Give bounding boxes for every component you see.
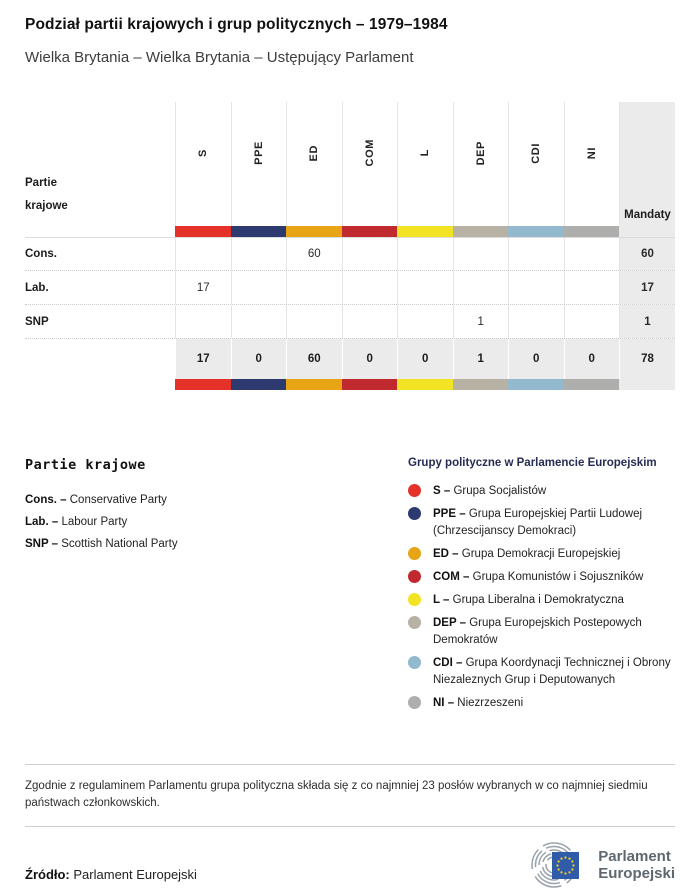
color-swatch-ppe: [231, 379, 287, 390]
group-dot-cdi-icon: [408, 656, 421, 669]
cell-value: [342, 305, 398, 338]
legends-section: [25, 457, 675, 718]
color-swatch-s: [175, 226, 231, 237]
table-header-row: [25, 102, 675, 226]
cell-value: [564, 238, 620, 270]
cell-value: 17: [175, 271, 231, 304]
legend-national-parties: [25, 457, 408, 718]
seats-table: [25, 102, 675, 390]
cell-value: [231, 305, 287, 338]
page-title: Podział partii krajowych i grup politycznych – 1979–1984: [25, 16, 448, 33]
column-header-s: S: [175, 102, 231, 226]
legend-item: DEP – Grupa Europejskich Postepowych Demokratów: [408, 615, 675, 649]
group-dot-ppe-icon: [408, 507, 421, 520]
row-total: 60: [619, 238, 675, 270]
color-swatch-com: [342, 226, 398, 237]
cell-value: [564, 271, 620, 304]
total-value: 0: [508, 339, 564, 379]
cell-value: [342, 238, 398, 270]
table-row: [25, 237, 675, 271]
total-value: 0: [397, 339, 453, 379]
color-swatch-cdi: [508, 379, 564, 390]
color-swatch-ed: [286, 379, 342, 390]
color-swatch-ni: [564, 226, 620, 237]
hemicycle-flag-icon: [520, 839, 592, 891]
total-value: 0: [342, 339, 398, 379]
cell-value: [175, 238, 231, 270]
page-subtitle: Wielka Brytania – Wielka Brytania – Ustępujący Parlament: [25, 49, 414, 66]
group-dot-ed-icon: [408, 547, 421, 560]
cell-value: [286, 305, 342, 338]
color-swatch-ni: [564, 379, 620, 390]
column-header-dep: DEP: [453, 102, 509, 226]
column-header-ed: ED: [286, 102, 342, 226]
cell-value: [342, 271, 398, 304]
legend-item: Cons. – Conservative Party: [25, 494, 167, 506]
group-dot-ni-icon: [408, 696, 421, 709]
color-swatch-l: [397, 226, 453, 237]
group-dot-com-icon: [408, 570, 421, 583]
cell-value: [453, 271, 509, 304]
legend-item: Lab. – Labour Party: [25, 516, 128, 528]
total-value: 0: [564, 339, 620, 379]
legend-item: PPE – Grupa Europejskiej Partii Ludowej (Chrzescijanscy Demokraci): [408, 506, 675, 540]
party-label: Cons.: [25, 248, 57, 260]
group-dot-l-icon: [408, 593, 421, 606]
column-header-ppe: PPE: [231, 102, 287, 226]
source-row: [25, 835, 675, 891]
row-total: 17: [619, 271, 675, 304]
column-header-com: COM: [342, 102, 398, 226]
cell-value: [397, 238, 453, 270]
color-swatch-ppe: [231, 226, 287, 237]
legend-political-groups: [408, 457, 675, 718]
legend-item: CDI – Grupa Koordynacji Technicznej i Obrony Niezaleznych Grup i Deputowanych: [408, 655, 675, 689]
cell-value: [453, 238, 509, 270]
cell-value: [175, 305, 231, 338]
legend-item: L – Grupa Liberalna i Demokratyczna: [408, 592, 675, 609]
color-swatch-dep: [453, 379, 509, 390]
cell-value: [231, 238, 287, 270]
cell-value: [231, 271, 287, 304]
source-text: Źródło: Parlament Europejski: [25, 866, 197, 882]
total-value: 0: [231, 339, 287, 379]
legend-item: NI – Niezrzeszeni: [408, 695, 675, 712]
group-dot-s-icon: [408, 484, 421, 497]
grand-total: 78: [619, 339, 675, 379]
group-color-bar-bottom: [25, 379, 675, 390]
legend-item: ED – Grupa Demokracji Europejskiej: [408, 546, 675, 563]
table-row: [25, 305, 675, 339]
legend-groups-title: Grupy polityczne w Parlamencie Europejskim: [408, 457, 657, 469]
european-parliament-logo: [520, 839, 675, 891]
color-swatch-cdi: [508, 226, 564, 237]
divider: [25, 826, 675, 827]
legend-item: COM – Grupa Komunistów i Sojuszników: [408, 569, 675, 586]
table-row: [25, 271, 675, 305]
cell-value: [564, 305, 620, 338]
cell-value: 1: [453, 305, 509, 338]
cell-value: [508, 305, 564, 338]
table-totals-row: [25, 339, 675, 379]
row-header-label: Partie krajowe: [25, 177, 68, 212]
cell-value: [397, 305, 453, 338]
column-header-ni: NI: [564, 102, 620, 226]
color-swatch-com: [342, 379, 398, 390]
cell-value: [508, 238, 564, 270]
cell-value: [397, 271, 453, 304]
column-header-mandaty: Mandaty: [619, 102, 675, 226]
color-swatch-ed: [286, 226, 342, 237]
footnote: Zgodnie z regulaminem Parlamentu grupa polityczna składa się z co najmniej 23 posłów wybranych w co najmniej siedmiu państwach członkowskich.: [25, 780, 648, 809]
color-swatch-s: [175, 379, 231, 390]
cell-value: [286, 271, 342, 304]
group-color-bar-top: [25, 226, 675, 237]
row-total: 1: [619, 305, 675, 338]
party-label: Lab.: [25, 281, 49, 294]
color-swatch-l: [397, 379, 453, 390]
color-swatch-dep: [453, 226, 509, 237]
legend-item: S – Grupa Socjalistów: [408, 483, 675, 500]
logo-wordmark: Parlament Europejski: [598, 848, 675, 882]
party-label: SNP: [25, 315, 49, 328]
cell-value: [508, 271, 564, 304]
cell-value: 60: [286, 238, 342, 270]
legend-item: SNP – Scottish National Party: [25, 538, 178, 550]
column-header-cdi: CDI: [508, 102, 564, 226]
legend-parties-title: Partie krajowe: [25, 457, 146, 473]
total-value: 60: [286, 339, 342, 379]
group-dot-dep-icon: [408, 616, 421, 629]
total-value: 1: [453, 339, 509, 379]
column-header-l: L: [397, 102, 453, 226]
total-value: 17: [175, 339, 231, 379]
